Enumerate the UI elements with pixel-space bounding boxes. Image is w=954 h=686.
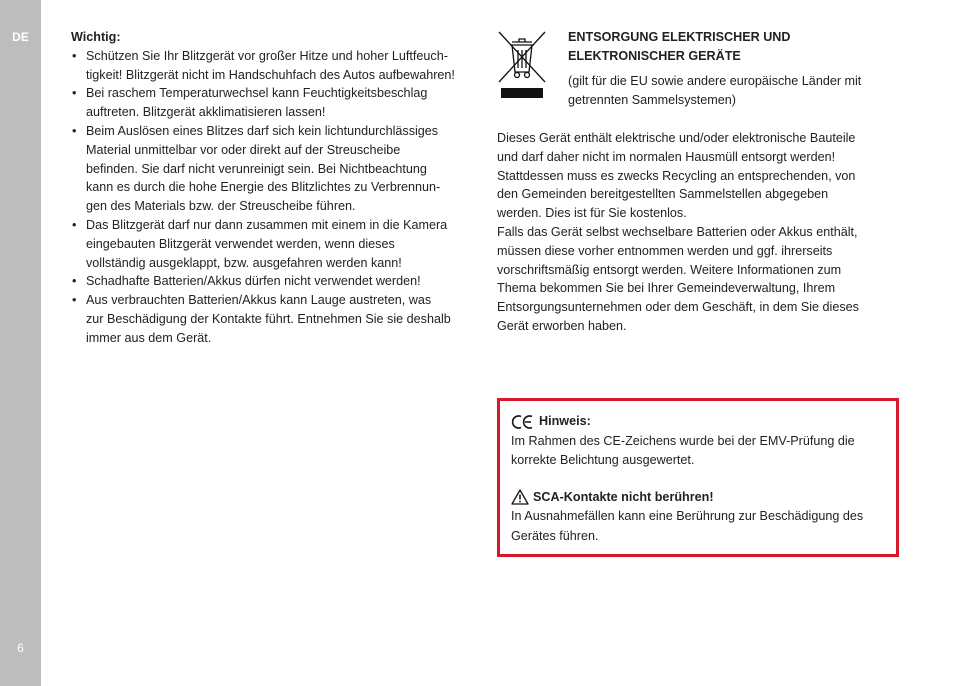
ce-title: Hinweis: [539,414,591,428]
side-tab [0,0,41,686]
ce-text: Im Rahmen des CE-Zeichens wurde bei der EMV-Prüfung die korrekte Belichtung ausgewertet. [511,433,855,467]
crossed-out-wheelie-bin-icon [497,28,547,100]
disposal-body: Dieses Gerät enthält elektrische und/oder elektronische Bauteile und darf daher nicht im normalen Hausmüll entsorgt werden! Stattdessen muss es zwecks Recycling an entsprechenden, von den Gemeinden bereitgestellten Sammelstellen abgegeben werden. Dies ist für Sie kostenlos. Falls das Gerät selbst wechselbare Batterien oder Akkus enthält, müssen diese vorher entnommen werden und ggf. ihrerseits vorschriftsmäßig entsorgt werden. Weitere Informationen zum Thema bekommen Sie bei Ihrer Gemeindeverwaltung, Ihrem Entsorgungsunternehmen oder dem Geschäft, in dem Sie dieses Gerät erworben haben. [497,131,859,333]
disposal-header [568,28,898,110]
disposal-subtitle: (gilt für die EU sowie andere europäische Länder mit getrennten Sammelsystemen) [568,74,862,107]
language-label: DE [12,30,29,44]
important-list [71,47,476,348]
important-item: • Schadhafte Batterien/Akkus dürfen nicht verwendet werden! [71,272,476,291]
ce-heading [511,412,886,432]
warning-triangle-icon [511,489,529,505]
important-item: • Beim Auslösen eines Blitzes darf sich kein lichtundurchlässiges Material unmittelbar vor oder direkt auf der Streuscheibe befinden. Sie darf nicht verunreinigt sein. Bei Nichtbeachtung kann es durch die hohe Energie des Blitzlichtes zu Verbrennun- gen des Materials bzw. der Streuscheibe führen. [71,122,476,216]
sca-title: SCA-Kontakte nicht berühren! [533,489,714,504]
important-item: • Bei raschem Temperaturwechsel kann Feuchtigkeitsbeschlag auftreten. Blitzgerät akklimatisieren lassen! [71,84,476,122]
important-section [71,28,476,348]
important-item: • Das Blitzgerät darf nur dann zusammen mit einem in die Kamera eingebauten Blitzgerät verwendet werden, wenn dieses vollständig ausgeklappt, bzw. ausgefahren werden kann! [71,216,476,272]
notice-box [497,398,899,557]
disposal-title: ENTSORGUNG ELEKTRISCHER UND ELEKTRONISCHER GERÄTE [568,30,791,63]
sca-heading [511,488,886,508]
sca-text: In Ausnahmefällen kann eine Berührung zur Beschädigung des Gerätes führen. [511,509,864,543]
important-item: • Aus verbrauchten Batterien/Akkus kann Lauge austreten, was zur Beschädigung der Kontakte führt. Entnehmen Sie sie deshalb immer aus dem Gerät. [71,291,476,347]
page-number: 6 [17,641,24,655]
important-item: • Schützen Sie Ihr Blitzgerät vor großer Hitze und hoher Luftfeuch- tigkeit! Blitzgerät nicht im Handschuhfach des Autos aufbewahren! [71,47,476,85]
ce-mark-icon [511,414,535,430]
important-title: Wichtig: [71,30,121,44]
